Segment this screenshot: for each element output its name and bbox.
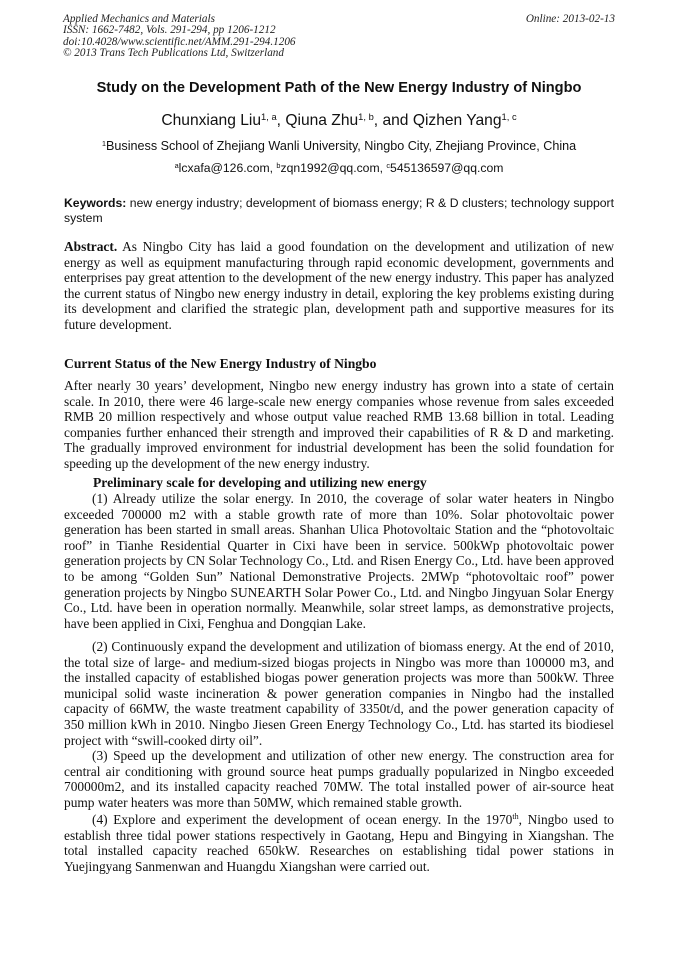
author-name: Qiuna Zhu: [285, 112, 359, 129]
email-link[interactable]: 545136597@qq.com: [390, 161, 504, 175]
author-separator: , and: [373, 112, 413, 129]
author-affil-mark: 1, b: [358, 111, 374, 122]
paragraph-solar-energy: (1) Already utilize the solar energy. In 2010, the coverage of solar water heaters in Ningbo exceeded 700000 m2 with a stable growth rate of more than 10%. Solar photovoltaic power generation has been started in small areas. Shanhan Ulica Photovoltaic Station and the “photovoltaic roof” in Tianhe Residential Quarter in Cixi have been in service. 500kWp photovoltaic power generation projects by CN Solar Technology Co., Ltd. and Risen Energy Co., Ltd. have been approved to be among “Golden Sun” National Demonstrative Projects. 2MWp “photovoltaic roof” power generation projects by Ningbo SUNEARTH Solar Power Co., Ltd. and Ningbo Jingyuan Solar Energy Co., Ltd. have been in operation normally. Meanwhile, solar street lamps, as demonstrative projects, have been applied in Cixi, Fenghua and Dongqian Lake.: [64, 491, 614, 631]
paper-title: Study on the Development Path of the New Energy Industry of Ningbo: [96, 80, 582, 96]
affiliation-mark: 1: [101, 138, 107, 148]
author-separator: ,: [276, 112, 286, 129]
section-heading: Current Status of the New Energy Industry of Ningbo: [64, 356, 377, 371]
abstract-text: As Ningbo City has laid a good foundation on the development and utilization of new energy as well as equipment manufacturing through rapid economic development, governments and enterprises pay great attention to the development of the new energy industry. This paper has analyzed the current status of Ningbo new energy industry in detail, exploring the key problems existing during its development and clarified the strategic plan, development path and supportive measures for its future development.: [64, 239, 614, 332]
journal-doi: doi:10.4028/www.scientific.net/AMM.291-294.1206: [63, 35, 296, 48]
email-link[interactable]: zqn1992@qq.com: [280, 161, 380, 175]
email-link[interactable]: lcxafa@126.com: [178, 161, 270, 175]
affiliation-text: Business School of Zhejiang Wanli University, Ningbo City, Zhejiang Province, China: [106, 139, 577, 153]
journal-header: [63, 14, 296, 59]
email-separator: ,: [269, 161, 277, 175]
keywords-label: Keywords:: [64, 196, 127, 210]
author-affil-mark: 1, c: [501, 111, 517, 122]
email-mark: a: [174, 160, 179, 170]
paragraph-other-energy: (3) Speed up the development and utilization of other new energy. The construction area for central air conditioning with ground source heat pumps gradually popularized in Ningbo exceeded 700000m2, and its installed capacity reached 70MW. The total installed power of air-source heat pump water heaters was more than 50MW, which remained stable growth.: [64, 748, 614, 810]
journal-issn: ISSN: 1662-7482, Vols. 291-294, pp 1206-1212: [63, 24, 276, 37]
email-separator: ,: [379, 161, 387, 175]
keywords: [64, 196, 614, 225]
journal-name: Applied Mechanics and Materials: [63, 13, 215, 25]
journal-copyright: © 2013 Trans Tech Publications Ltd, Switzerland: [63, 46, 284, 59]
abstract: [64, 239, 614, 333]
email-mark: c: [386, 160, 391, 170]
keywords-text: new energy industry; development of biomass energy; R & D clusters; technology support system: [64, 196, 614, 225]
ordinal-suffix: th: [512, 812, 519, 822]
author-affil-mark: 1, a: [261, 111, 277, 122]
author-name: Qizhen Yang: [412, 112, 502, 129]
paragraph-ocean-energy: [64, 812, 614, 874]
paragraph-biomass-energy: (2) Continuously expand the development and utilization of biomass energy. At the end of 2010, the total size of large- and medium-sized biogas projects in Ningbo was more than 100000 m3, and the installed capacity of established biogas power generation projects was more than 500kW. Three municipal solid waste incineration & power generation companies in Ningbo had the installed capacity of 66MW, the waste treatment capability of 3350t/d, and the power generation capacity of 350 million kWh in 2010. Ningbo Jiesen Green Energy Technology Co., Ltd. has started its biodiesel project with “swill-cooked dirty oil”.: [64, 639, 614, 748]
ocean-text-start: (4) Explore and experiment the development of ocean energy. In the 1970: [92, 812, 513, 827]
email-mark: b: [276, 160, 281, 170]
section-intro-paragraph: After nearly 30 years’ development, Ningbo new energy industry has grown into a state of certain scale. In 2010, there were 46 large-scale new energy companies whose revenue from sales exceeded RMB 20 million respectively and whose output value reached RMB 13.68 billion in total. Leading companies further enhanced their strength and improved their capabilities of R & D and marketing. The gradually improved environment for industrial development has been the solid foundation for speeding up the development of the new energy industry.: [64, 378, 614, 471]
affiliation: [0, 139, 678, 153]
author-list: [0, 112, 678, 130]
subsection-heading: Preliminary scale for developing and utilizing new energy: [93, 475, 427, 490]
abstract-label: Abstract.: [64, 239, 118, 254]
ocean-text-end: , Ningbo used to establish three tidal power stations respectively in Gaotang, Hepu and Bingying in Xiangshan. The total installed capacity reached 650kW. Researches on establishing tidal power stations in Yuejingyang Sanmenwan and Huangdu Xiangshan were carried out.: [64, 812, 614, 874]
author-name: Chunxiang Liu: [161, 112, 262, 129]
online-date: Online: 2013-02-13: [525, 13, 615, 25]
author-emails: [0, 161, 678, 175]
